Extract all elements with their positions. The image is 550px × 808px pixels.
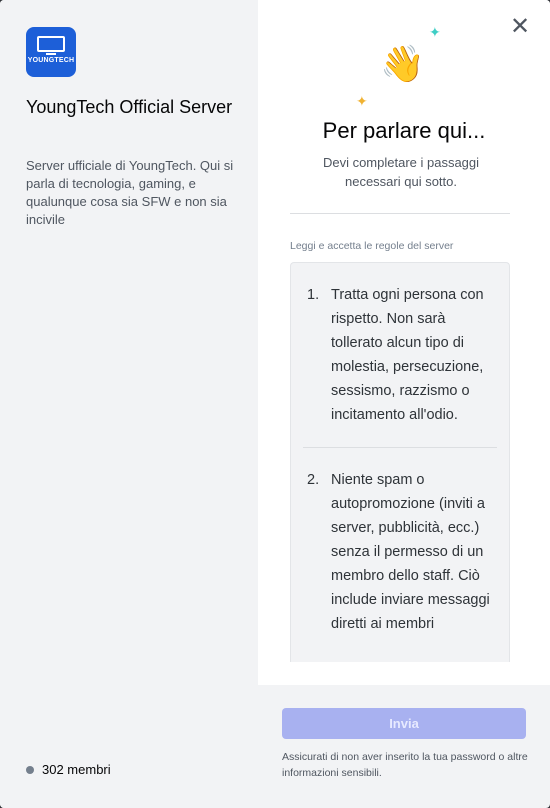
member-count: [26, 762, 111, 777]
server-description: Server ufficiale di YoungTech. Qui si parla di tecnologia, gaming, e qualunque cosa sia SFW e non sia incivile: [26, 158, 234, 227]
waving-hand-icon: 👋: [380, 43, 425, 84]
rules-label: Leggi e accetta le regole del server: [290, 240, 454, 252]
member-count-label: 302 membri: [42, 762, 111, 777]
rule-number: 2.: [307, 472, 320, 488]
server-info-panel: [0, 0, 258, 808]
sparkle-icon: ✦: [429, 24, 441, 40]
page-title: Per parlare qui...: [322, 118, 486, 143]
member-dot-icon: [26, 766, 34, 774]
server-icon: [26, 27, 76, 77]
divider: [290, 213, 510, 214]
rules-list[interactable]: [290, 262, 510, 662]
rule-item: [291, 263, 509, 447]
rule-number: 1.: [307, 287, 320, 303]
close-icon[interactable]: ✕: [509, 13, 531, 40]
warning-text: Assicurati di non aver inserito la tua password o altre informazioni sensibili.: [282, 751, 528, 779]
page-subtitle: Devi completare i passaggi necessari qui sotto.: [322, 155, 480, 189]
submit-button[interactable]: Invia: [282, 708, 526, 739]
rule-item: [291, 448, 509, 656]
rule-text: Tratta ogni persona con rispetto. Non sarà tollerato alcun tipo di molestia, persecuzione, sessismo, razzismo o incitamento all'odio.: [331, 287, 484, 423]
monitor-icon: [37, 36, 65, 52]
server-name: YoungTech Official Server: [26, 97, 233, 117]
server-icon-text: YOUNGTECH: [27, 57, 75, 64]
sparkle-icon: ✦: [356, 93, 368, 109]
rule-text: Niente spam o autopromozione (inviti a server, pubblicità, ecc.) senza il permesso di un membro dello staff. Ciò include inviare messaggi diretti ai membri: [331, 472, 490, 632]
